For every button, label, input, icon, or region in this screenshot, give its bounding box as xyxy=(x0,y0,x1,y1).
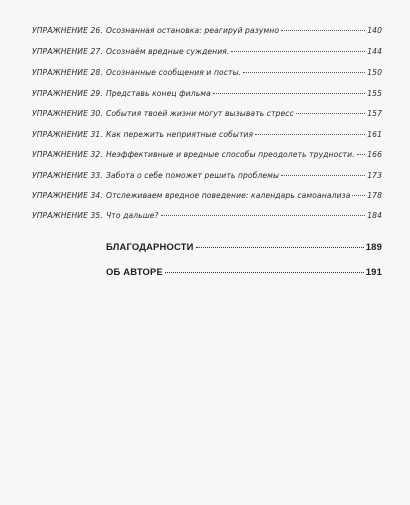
dot-leader xyxy=(352,195,365,196)
dot-leader xyxy=(161,215,366,216)
dot-leader xyxy=(281,175,365,176)
exercise-title: Как пережить неприятные события xyxy=(106,130,254,139)
toc-entry-exercise-26 xyxy=(32,26,382,40)
section-title: БЛАГОДАРНОСТИ xyxy=(106,241,194,252)
toc-entry-exercise-27 xyxy=(32,47,382,61)
exercise-page-number: 155 xyxy=(367,89,382,98)
toc-entry-exercise-32 xyxy=(32,150,382,164)
dot-leader xyxy=(243,72,365,73)
exercise-page-number: 173 xyxy=(367,171,382,180)
dot-leader xyxy=(165,272,364,273)
exercise-title: Представь конец фильма xyxy=(106,89,211,98)
exercise-page-number: 166 xyxy=(367,150,382,159)
exercise-title: Осознанная остановка: реагируй разумно xyxy=(106,26,280,35)
exercise-title: Неэффективные и вредные способы преодолеть трудности. xyxy=(106,150,355,159)
dot-leader xyxy=(213,93,365,94)
dot-leader xyxy=(357,154,366,155)
toc-entry-acknowledgements xyxy=(106,241,382,257)
exercise-label: УПРАЖНЕНИЕ 28. xyxy=(32,68,103,77)
exercise-label: УПРАЖНЕНИЕ 32. xyxy=(32,150,103,159)
exercise-page-number: 140 xyxy=(367,26,382,35)
exercise-page-number: 157 xyxy=(367,109,382,118)
exercise-label: УПРАЖНЕНИЕ 35. xyxy=(32,211,103,220)
exercise-page-number: 144 xyxy=(367,47,382,56)
exercise-label: УПРАЖНЕНИЕ 34. xyxy=(32,191,103,200)
exercise-title: Отслеживаем вредное поведение: календарь самоанализа xyxy=(106,191,351,200)
section-page-number: 189 xyxy=(365,241,382,252)
toc-entry-exercise-29 xyxy=(32,89,382,103)
exercise-label: УПРАЖНЕНИЕ 31. xyxy=(32,130,103,139)
dot-leader xyxy=(296,113,365,114)
exercise-label: УПРАЖНЕНИЕ 30. xyxy=(32,109,103,118)
toc-entry-exercise-34 xyxy=(32,191,382,205)
dot-leader xyxy=(255,134,365,135)
exercise-page-number: 150 xyxy=(367,68,382,77)
toc-entry-exercise-28 xyxy=(32,68,382,82)
toc-entry-exercise-30 xyxy=(32,109,382,123)
exercise-page-number: 161 xyxy=(367,130,382,139)
toc-entry-exercise-33 xyxy=(32,171,382,185)
exercise-label: УПРАЖНЕНИЕ 26. xyxy=(32,26,103,35)
section-title: ОБ АВТОРЕ xyxy=(106,266,163,277)
exercise-title: События твоей жизни могут вызывать стресс xyxy=(106,109,294,118)
exercise-title: Осознаём вредные суждения. xyxy=(106,47,230,56)
exercise-title: Что дальше? xyxy=(106,211,159,220)
toc-entry-exercise-31 xyxy=(32,130,382,144)
section-page-number: 191 xyxy=(365,266,382,277)
toc-entry-exercise-35 xyxy=(32,211,382,225)
exercise-title: Осознанные сообщения и посты. xyxy=(106,68,242,77)
exercise-page-number: 178 xyxy=(367,191,382,200)
dot-leader xyxy=(196,247,364,248)
exercise-label: УПРАЖНЕНИЕ 29. xyxy=(32,89,103,98)
dot-leader xyxy=(281,30,365,31)
exercise-label: УПРАЖНЕНИЕ 33. xyxy=(32,171,103,180)
exercise-page-number: 184 xyxy=(367,211,382,220)
exercise-title: Забота о себе поможет решить проблемы xyxy=(106,171,280,180)
toc-entry-about-author xyxy=(106,266,382,282)
exercise-label: УПРАЖНЕНИЕ 27. xyxy=(32,47,103,56)
dot-leader xyxy=(231,51,365,52)
